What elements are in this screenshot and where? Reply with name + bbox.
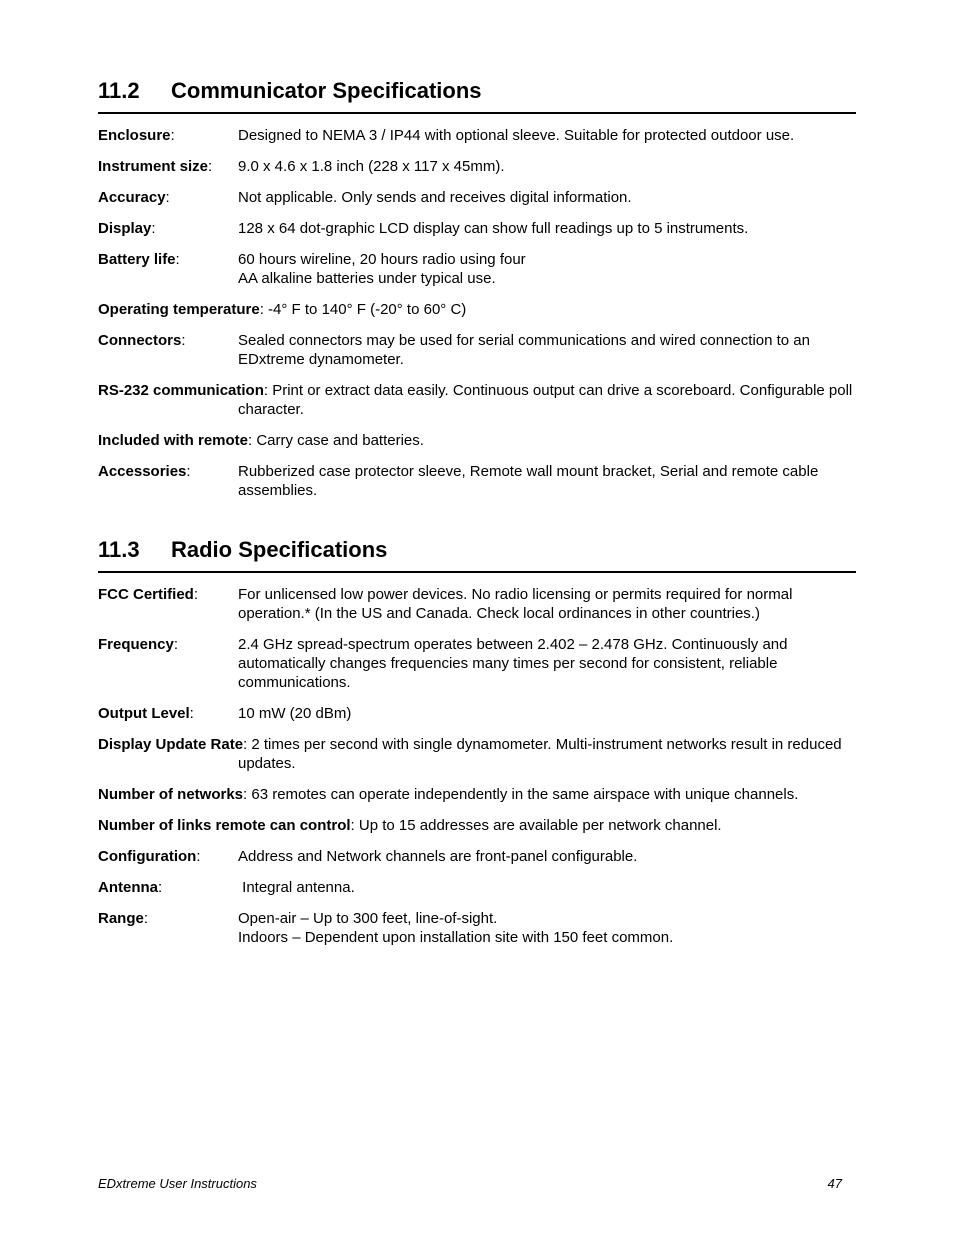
footer-document-title: EDxtreme User Instructions [98, 1176, 257, 1191]
spec-value: 60 hours wireline, 20 hours radio using four [238, 251, 526, 268]
spec-value: Sealed connectors may be used for serial communications and wired connection to an [238, 332, 810, 349]
spec-value: AA alkaline batteries under typical use. [238, 270, 496, 287]
spec-rs232-communication [98, 381, 856, 419]
spec-value: : Up to 15 addresses are available per network channel. [350, 817, 722, 834]
spec-value: Open-air – Up to 300 feet, line-of-sight. [238, 910, 498, 927]
spec-term: Enclosure [98, 127, 171, 144]
spec-included-with-remote [98, 431, 856, 450]
spec-separator: : [173, 636, 179, 653]
spec-antenna [98, 878, 856, 897]
spec-display-update-rate [98, 735, 856, 773]
spec-operating-temperature [98, 300, 856, 319]
spec-value: : -4° F to 140° F (-20° to 60° C) [259, 301, 467, 318]
section-title: Communicator Specifications [171, 78, 482, 103]
spec-value: EDxtreme dynamometer. [238, 351, 404, 368]
spec-term: RS-232 communication [98, 382, 264, 399]
spec-number-of-networks [98, 785, 856, 804]
footer-page-number: 47 [827, 1176, 842, 1191]
spec-term: Battery life [98, 251, 176, 268]
section-number: 11.3 [98, 537, 140, 562]
spec-term: Display [98, 220, 152, 237]
spec-separator: : [143, 910, 149, 927]
section-heading [98, 78, 856, 114]
spec-list [98, 126, 856, 500]
spec-term: Output Level [98, 705, 190, 722]
spec-accessories [98, 462, 856, 500]
spec-fcc-certified [98, 585, 856, 623]
spec-frequency [98, 635, 856, 692]
spec-term: Number of networks [98, 786, 244, 803]
spec-instrument-size [98, 157, 856, 176]
spec-value: Rubberized case protector sleeve, Remote wall mount bracket, Serial and remote cable [238, 463, 819, 480]
spec-value: automatically changes frequencies many times per second for consistent, reliable [238, 655, 778, 672]
section-radio-specs [98, 537, 856, 959]
spec-connectors [98, 331, 856, 369]
spec-value: : Print or extract data easily. Continuous output can drive a scoreboard. Configurable poll character. [238, 382, 853, 418]
spec-configuration [98, 847, 856, 866]
spec-value: For unlicensed low power devices. No radio licensing or permits required for normal [238, 586, 793, 603]
spec-term: Number of links remote can control [98, 817, 351, 834]
spec-value: Not applicable. Only sends and receives digital information. [238, 189, 632, 206]
spec-separator: : [189, 705, 194, 722]
spec-separator: : [165, 189, 170, 206]
spec-display [98, 219, 856, 238]
spec-term: Accessories [98, 463, 187, 480]
spec-value: operation.* (In the US and Canada. Check local ordinances in other countries.) [238, 605, 760, 622]
spec-value: communications. [238, 674, 351, 691]
section-title: Radio Specifications [171, 537, 388, 562]
spec-enclosure [98, 126, 856, 145]
spec-term: Accuracy [98, 189, 166, 206]
spec-term: FCC Certified [98, 586, 194, 603]
spec-separator: : [158, 879, 163, 896]
spec-term: Frequency [98, 636, 174, 653]
spec-term: Connectors [98, 332, 182, 349]
spec-range [98, 909, 856, 947]
spec-value: Indoors – Dependent upon installation site with 150 feet common. [238, 929, 674, 946]
spec-value: 9.0 x 4.6 x 1.8 inch (228 x 117 x 45mm). [238, 158, 505, 175]
spec-list [98, 585, 856, 947]
spec-value: 128 x 64 dot-graphic LCD display can show full readings up to 5 instruments. [238, 220, 749, 237]
spec-value: 2.4 GHz spread-spectrum operates between 2.402 – 2.478 GHz. Continuously and [238, 636, 788, 653]
spec-separator: : [208, 158, 213, 175]
spec-value: : 2 times per second with single dynamometer. Multi-instrument networks result in reduced updates. [238, 736, 842, 772]
section-number: 11.2 [98, 78, 140, 103]
spec-term: Configuration [98, 848, 197, 865]
section-communicator-specs [98, 78, 856, 512]
spec-value: : Carry case and batteries. [248, 432, 424, 449]
spec-separator: : [151, 220, 156, 237]
spec-term: Instrument size [98, 158, 209, 175]
spec-output-level [98, 704, 856, 723]
spec-value: assemblies. [238, 482, 318, 499]
spec-value: Integral antenna. [238, 879, 355, 896]
spec-accuracy [98, 188, 856, 207]
spec-value: Designed to NEMA 3 / IP44 with optional sleeve. Suitable for protected outdoor use. [238, 127, 795, 144]
spec-term: Display Update Rate [98, 736, 244, 753]
spec-separator: : [175, 251, 180, 268]
spec-term: Included with remote [98, 432, 249, 449]
spec-separator: : [196, 848, 201, 865]
spec-separator: : [181, 332, 186, 349]
spec-number-of-links [98, 816, 856, 835]
spec-separator: : [170, 127, 175, 144]
spec-term: Antenna [98, 879, 158, 896]
spec-value: : 63 remotes can operate independently in the same airspace with unique channels. [243, 786, 799, 803]
spec-term: Range [98, 910, 144, 927]
section-heading [98, 537, 856, 573]
spec-value: Address and Network channels are front-panel configurable. [238, 848, 638, 865]
spec-term: Operating temperature [98, 301, 260, 318]
spec-separator: : [193, 586, 199, 603]
spec-separator: : [186, 463, 191, 480]
spec-value: 10 mW (20 dBm) [238, 705, 352, 722]
spec-battery-life [98, 250, 856, 288]
